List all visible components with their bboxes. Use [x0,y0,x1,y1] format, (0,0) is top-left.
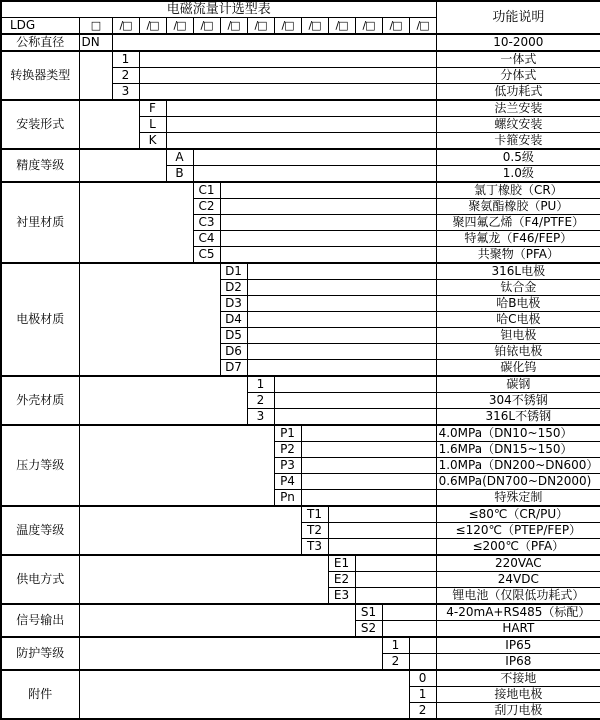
spec-row [1,604,600,621]
spacer-cell [220,199,436,215]
model-slash-checkbox: /□ [355,18,382,35]
spacer-cell [274,409,436,426]
section-label: 防护等级 [1,637,79,670]
code-cell: S1 [355,604,382,621]
function-cell: 共聚物（PFA） [436,247,600,264]
spacer-cell [274,376,436,393]
code-cell: E2 [328,572,355,588]
spacer-cell [79,637,382,670]
section-label: 安装形式 [1,100,79,149]
spacer-cell [328,523,436,539]
code-cell: E1 [328,555,355,572]
code-cell: C1 [193,182,220,199]
code-cell: DN [79,34,112,51]
model-slash-checkbox: /□ [166,18,193,35]
dn-row [1,34,600,51]
code-cell: B [166,166,193,183]
code-cell: T2 [301,523,328,539]
code-cell: C3 [193,215,220,231]
function-cell: 24VDC [436,572,600,588]
function-cell: 0.5级 [436,149,600,166]
spacer-cell [301,425,436,442]
function-cell: HART [436,621,600,638]
function-cell: 低功耗式 [436,84,600,101]
section-label: 供电方式 [1,555,79,604]
section-label: 转换器类型 [1,51,79,100]
model-slash-checkbox: /□ [301,18,328,35]
spacer-cell [274,393,436,409]
spacer-cell [247,328,436,344]
code-cell: E3 [328,588,355,605]
table-title: 电磁流量计选型表 [1,1,436,18]
section-label: 公称直径 [1,34,79,51]
section-label: 附件 [1,670,79,719]
spacer-cell [166,117,436,133]
code-cell: C2 [193,199,220,215]
model-slash-checkbox: /□ [247,18,274,35]
spacer-cell [79,604,355,637]
spacer-cell [220,215,436,231]
code-cell: L [139,117,166,133]
spec-row [1,51,600,68]
function-cell: 聚氨酯橡胶（PU） [436,199,600,215]
function-cell: IP65 [436,637,600,654]
code-cell: 1 [409,687,436,703]
spec-row [1,670,600,687]
model-slash-checkbox: /□ [409,18,436,35]
function-cell: 刮刀电极 [436,703,600,720]
model-slash-checkbox: /□ [220,18,247,35]
spacer-cell [79,376,247,425]
code-cell: 2 [382,654,409,671]
spacer-cell [220,182,436,199]
spacer-cell [247,344,436,360]
code-cell: T1 [301,506,328,523]
spacer-cell [220,231,436,247]
code-cell: D4 [220,312,247,328]
spacer-cell [193,166,436,183]
title-row [1,1,600,18]
spacer-cell [382,604,436,621]
section-label: 衬里材质 [1,182,79,263]
model-prefix: LDG [1,18,79,35]
spacer-cell [382,621,436,638]
spacer-cell [79,506,301,555]
spec-row [1,425,600,442]
code-cell: 3 [112,84,139,101]
code-cell: C4 [193,231,220,247]
function-cell: 钽电极 [436,328,600,344]
function-cell: 钛合金 [436,280,600,296]
function-cell: 0.6MPa(DN700~DN2000) [436,474,600,490]
spacer-cell [139,68,436,84]
spacer-cell [301,474,436,490]
function-cell: 304不锈钢 [436,393,600,409]
function-cell: 碳钢 [436,376,600,393]
spacer-cell [355,572,436,588]
spacer-cell [79,425,274,506]
function-cell: 氯丁橡胶（CR） [436,182,600,199]
model-slash-checkbox: /□ [382,18,409,35]
spacer-cell [247,263,436,280]
spacer-cell [220,247,436,264]
function-cell: ≤80℃（CR/PU） [436,506,600,523]
code-cell: Pn [274,490,301,507]
code-cell: D7 [220,360,247,377]
code-cell: 3 [247,409,274,426]
spacer-cell [328,506,436,523]
section-label: 温度等级 [1,506,79,555]
model-slash-checkbox: /□ [274,18,301,35]
function-cell: 1.0MPa（DN200~DN600） [436,458,600,474]
section-label: 信号输出 [1,604,79,637]
function-cell: 特殊定制 [436,490,600,507]
spacer-cell [301,442,436,458]
spacer-cell [355,555,436,572]
model-slash-checkbox: /□ [193,18,220,35]
spacer-cell [79,100,139,149]
function-cell: 哈B电极 [436,296,600,312]
function-cell: 不接地 [436,670,600,687]
spec-row [1,555,600,572]
code-cell: 0 [409,670,436,687]
spacer-cell [79,555,328,604]
function-cell: IP68 [436,654,600,671]
spacer-cell [139,84,436,101]
code-cell: D6 [220,344,247,360]
spacer-cell [301,490,436,507]
function-cell: 法兰安装 [436,100,600,117]
spacer-cell [139,51,436,68]
function-cell: 螺纹安装 [436,117,600,133]
model-slash-checkbox: /□ [328,18,355,35]
function-cell: 接地电极 [436,687,600,703]
function-cell: 锂电池（仅限低功耗式） [436,588,600,605]
spacer-cell [328,539,436,556]
section-label: 压力等级 [1,425,79,506]
spacer-cell [79,182,193,263]
spec-row [1,149,600,166]
spec-row [1,637,600,654]
code-cell: 1 [382,637,409,654]
section-label: 电极材质 [1,263,79,376]
function-cell: 1.0级 [436,166,600,183]
code-cell: 1 [247,376,274,393]
section-label: 外壳材质 [1,376,79,425]
function-cell: 4.0MPa（DN10~150） [436,425,600,442]
code-cell: F [139,100,166,117]
spacer-cell [409,654,436,671]
function-cell: 1.6MPa（DN15~150） [436,442,600,458]
model-slash-checkbox: /□ [139,18,166,35]
spacer-cell [247,280,436,296]
spacer-cell [79,149,166,182]
code-cell: P3 [274,458,301,474]
spacer-cell [355,588,436,605]
code-cell: A [166,149,193,166]
spacer-cell [166,133,436,150]
section-label: 精度等级 [1,149,79,182]
spec-row [1,263,600,280]
model-checkbox: □ [79,18,112,35]
function-cell: 铂铱电极 [436,344,600,360]
spacer-cell [79,263,220,376]
code-cell: P4 [274,474,301,490]
function-cell: 4-20mA+RS485（标配） [436,604,600,621]
code-cell: P2 [274,442,301,458]
code-cell: T3 [301,539,328,556]
function-cell: 分体式 [436,68,600,84]
spacer-cell [409,637,436,654]
spec-row [1,182,600,199]
function-cell: 316L电极 [436,263,600,280]
function-cell: 一体式 [436,51,600,68]
code-cell: D5 [220,328,247,344]
code-cell: C5 [193,247,220,264]
function-header: 功能说明 [436,1,600,34]
function-cell: 哈C电极 [436,312,600,328]
code-cell: P1 [274,425,301,442]
function-cell: 316L不锈钢 [436,409,600,426]
spacer-cell [247,296,436,312]
code-cell: K [139,133,166,150]
code-cell: D2 [220,280,247,296]
function-cell: 卡箍安装 [436,133,600,150]
spacer-cell [79,51,112,100]
spec-row [1,100,600,117]
function-cell: ≤200℃（PFA） [436,539,600,556]
spacer-cell [112,34,436,51]
function-cell: 聚四氟乙烯（F4/PTFE） [436,215,600,231]
code-cell: 1 [112,51,139,68]
spec-row [1,376,600,393]
spacer-cell [79,670,409,719]
spacer-cell [301,458,436,474]
spec-row [1,506,600,523]
function-cell: ≤120℃（PTEP/FEP） [436,523,600,539]
function-cell: 220VAC [436,555,600,572]
code-cell: 2 [247,393,274,409]
spacer-cell [247,312,436,328]
code-cell: 2 [112,68,139,84]
code-cell: D3 [220,296,247,312]
spacer-cell [193,149,436,166]
function-cell: 特氟龙（F46/FEP） [436,231,600,247]
code-cell: 2 [409,703,436,720]
function-cell: 碳化钨 [436,360,600,377]
code-cell: D1 [220,263,247,280]
spacer-cell [166,100,436,117]
function-cell: 10-2000 [436,34,600,51]
model-slash-checkbox: /□ [112,18,139,35]
code-cell: S2 [355,621,382,638]
spacer-cell [247,360,436,377]
